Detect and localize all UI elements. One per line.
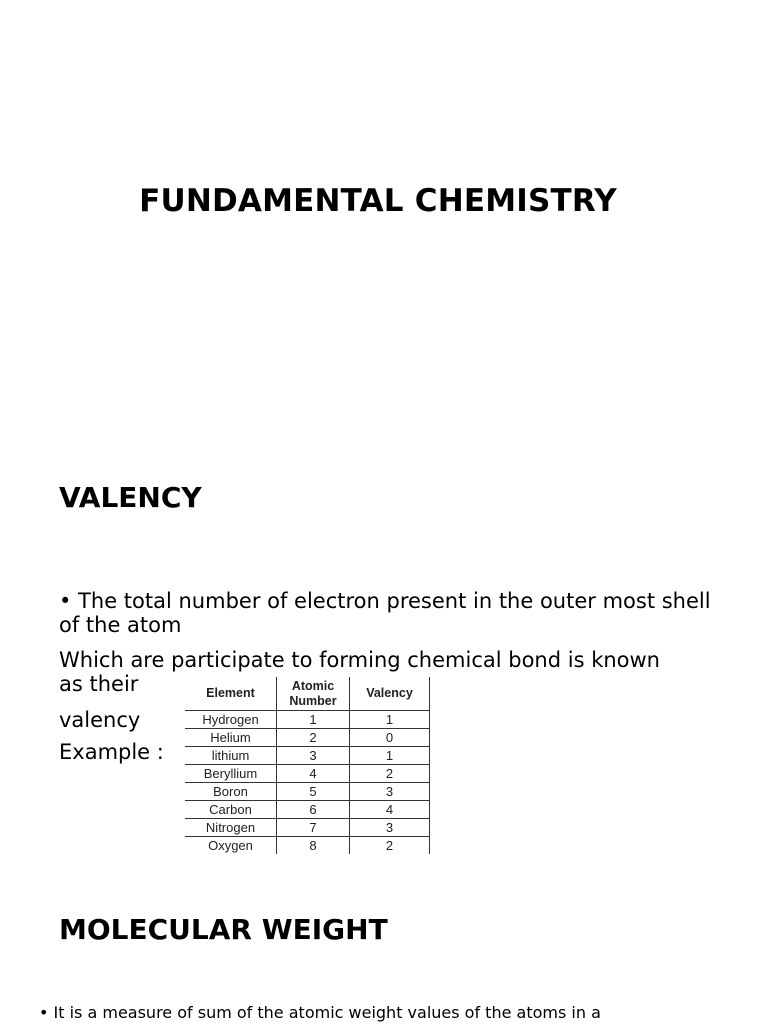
cell-valency: 1 [350,747,430,765]
molecular-weight-heading: MOLECULAR WEIGHT [59,913,388,946]
cell-atomic-number: 7 [277,819,350,837]
cell-valency: 3 [350,819,430,837]
page-title: FUNDAMENTAL CHEMISTRY [139,183,617,219]
cell-element: Oxygen [208,838,253,853]
header-atomic-number [277,677,350,711]
valency-heading: VALENCY [59,481,202,514]
table-row [185,765,430,783]
cell-atomic-number: 2 [277,729,350,747]
cell-valency: 0 [350,729,430,747]
table-row [185,837,430,855]
cell-atomic-number: 3 [277,747,350,765]
table-row [185,801,430,819]
table-row [185,711,430,729]
example-label: Example : [59,740,164,764]
cell-valency: 1 [350,711,430,729]
cell-element: Carbon [185,801,277,819]
table-row [185,819,430,837]
cell-element: Helium [185,729,277,747]
cell-atomic-number: 8 [277,837,350,855]
table-body [185,711,430,855]
table-row [185,729,430,747]
cell-valency: 3 [350,783,430,801]
header-valency: Valency [350,677,430,711]
paragraph-line-2: as their [59,672,139,696]
cell-atomic-number: 6 [277,801,350,819]
table-row [185,747,430,765]
cell-valency: 2 [350,837,430,855]
cell-element: Boron [185,783,277,801]
cell-atomic-number: 1 [277,711,350,729]
cell-element: Hydrogen [185,711,277,729]
cell-valency: 2 [350,765,430,783]
header-element: Element [185,677,277,711]
table-header-row [185,677,430,711]
valency-definition-bullet: • The total number of electron present in the outer most shell of the atom [59,589,711,637]
paragraph-line-1: Which are participate to forming chemical bond is known [59,648,660,672]
valency-word: valency [59,708,141,732]
valency-table [185,677,430,854]
cell-atomic-number: 4 [277,765,350,783]
cell-atomic-number: 5 [277,783,350,801]
cell-element: lithium [185,747,277,765]
cell-element: Beryllium [185,765,277,783]
cell-element: Nitrogen [185,819,277,837]
cell-valency: 4 [350,801,430,819]
header-atomic-number-text: Atomic Number [289,678,337,708]
molecular-weight-bullet: • It is a measure of sum of the atomic weight values of the atoms in a [39,1003,601,1022]
table-row [185,783,430,801]
